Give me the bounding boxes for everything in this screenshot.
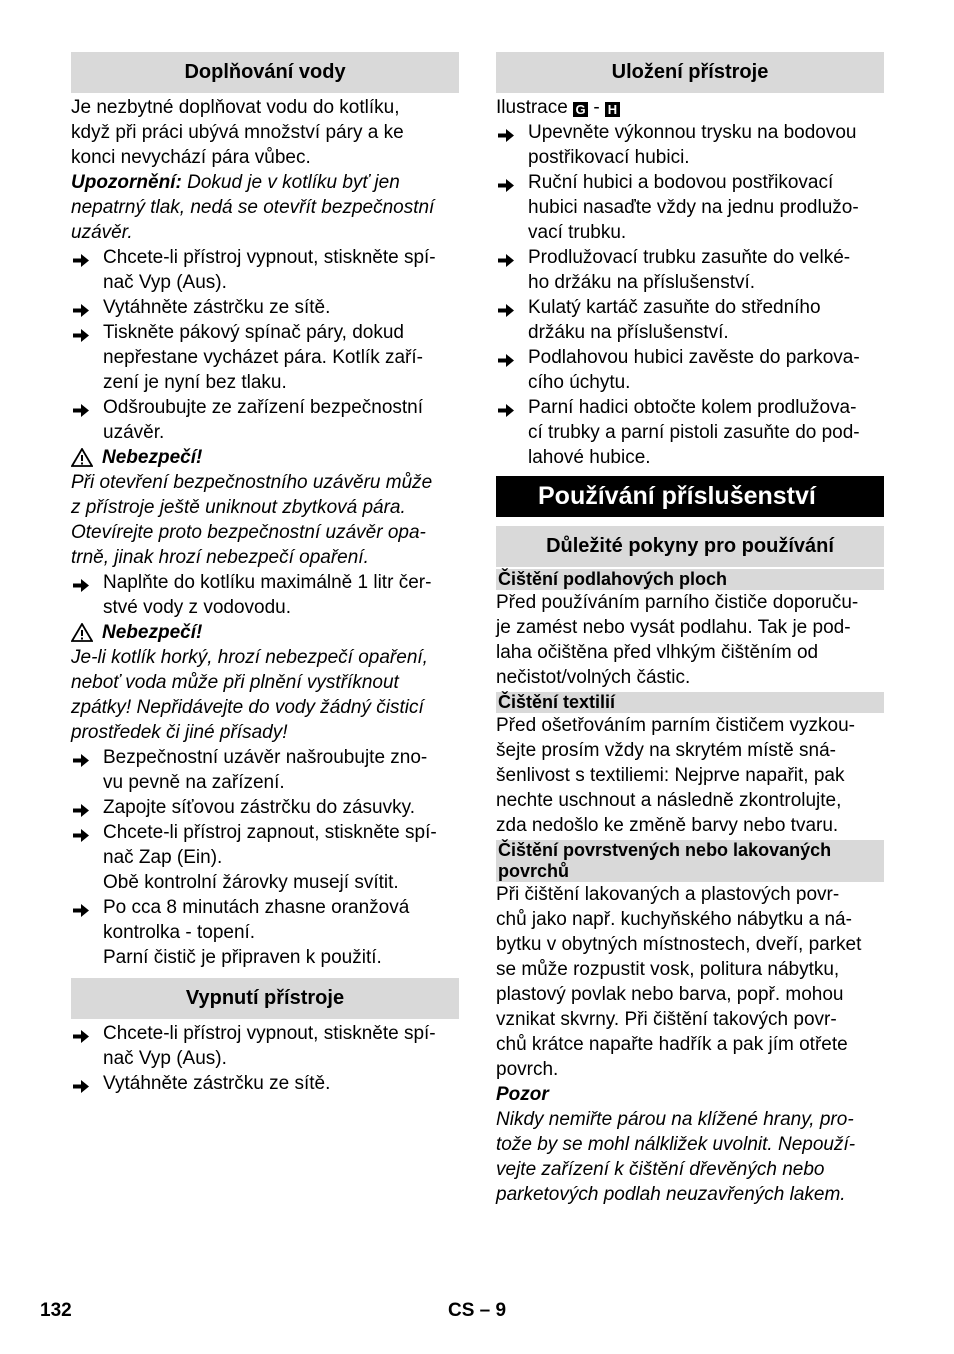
text-line: zda nedošlo ke změně barvy nebo tvaru. (496, 815, 839, 836)
instruction-step (496, 295, 884, 345)
arrow-right-icon (498, 400, 514, 415)
text-line: laha očištěna před vlhkým čištěním od (496, 642, 819, 663)
coated-surfaces-text (496, 882, 884, 1082)
step-text-line: nač Vyp (Aus). (103, 1048, 227, 1069)
illustration-label: Ilustrace (496, 97, 568, 118)
refill-note-rest (71, 195, 459, 245)
arrow-right-icon (498, 350, 514, 365)
step-text-line: kontrolka - topení. (103, 922, 256, 943)
caution-label: Pozor (496, 1084, 549, 1105)
arrow-right-icon (73, 575, 89, 590)
warning-triangle-icon (71, 623, 93, 642)
step-text-line: Naplňte do kotlíku maximálně 1 litr čer- (103, 572, 432, 593)
instruction-step (71, 1071, 459, 1096)
step-text-line: Chcete-li přístroj zapnout, stiskněte spí- (103, 822, 437, 843)
refill-heading: Doplňování vody (71, 52, 459, 93)
floors-text (496, 590, 884, 690)
instruction-step (71, 245, 459, 295)
instruction-step (71, 1021, 459, 1071)
step-text-line: postřikovací hubici. (528, 147, 690, 168)
step-text-line: Ruční hubici a bodovou postřikovací (528, 172, 834, 193)
step-text-line: nač Zap (Ein). (103, 847, 223, 868)
refill-steps-b (71, 570, 459, 620)
text-line: nepatrný tlak, nedá se otevřít bezpečnostní (71, 197, 435, 218)
arrow-right-icon (73, 825, 89, 840)
usage-notes-heading: Důležité pokyny pro používání (496, 526, 884, 567)
arrow-right-icon (73, 300, 89, 315)
text-line: neboť voda může při plnění vystříknout (71, 672, 399, 693)
danger-text-1 (71, 470, 459, 570)
text-line: povrchů (498, 861, 570, 881)
step-text-line: uzávěr. (103, 422, 165, 443)
step-text-line: ho držáku na příslušenství. (528, 272, 756, 293)
figure-g-icon: G (573, 102, 588, 117)
step-text-line: Chcete-li přístroj vypnout, stiskněte spí- (103, 247, 436, 268)
step-text-line: Chcete-li přístroj vypnout, stiskněte spí- (103, 1023, 436, 1044)
danger-text-2 (71, 645, 459, 745)
instruction-step (71, 895, 459, 945)
arrow-right-icon (73, 1026, 89, 1041)
instruction-step (496, 395, 884, 470)
text-line: nečistot/volných částic. (496, 667, 691, 688)
step-text-line: nač Vyp (Aus). (103, 272, 227, 293)
arrow-right-icon (498, 175, 514, 190)
accessories-heading: Používání příslušenství (496, 476, 884, 517)
illustration-reference (496, 95, 884, 120)
text-line: chů jako např. kuchyňského nábytku a ná- (496, 909, 852, 930)
text-line: šejte prosím vždy na skrytém místě sná- (496, 740, 836, 761)
refill-note (71, 170, 459, 195)
floors-heading: Čištění podlahových ploch (496, 569, 884, 590)
note-label: Upozornění: (71, 172, 182, 193)
text-line: Je-li kotlík horký, hrozí nebezpečí opaření, (71, 647, 428, 668)
step-text-line: vu pevně na zařízení. (103, 772, 285, 793)
step-text-line: Upevněte výkonnou trysku na bodovou (528, 122, 857, 143)
page-number: 132 (40, 1300, 72, 1321)
text-line: Při otevření bezpečnostního uzávěru může (71, 472, 433, 493)
instruction-step (496, 120, 884, 170)
switch-off-steps (71, 1021, 459, 1096)
arrow-right-icon (73, 800, 89, 815)
switch-off-heading: Vypnutí přístroje (71, 978, 459, 1019)
text-line: trně, jinak hrozí nebezpečí opaření. (71, 547, 369, 568)
step-text-line: hubici nasaďte vždy na jednu prodlužo- (528, 197, 859, 218)
text-line: Čištění povrstvených nebo lakovaných (498, 840, 832, 860)
instruction-step (71, 570, 459, 620)
figure-h-icon: H (605, 102, 620, 117)
arrow-right-icon (73, 400, 89, 415)
text-line: prostředek či jiné přísady! (71, 722, 288, 743)
arrow-right-icon (498, 125, 514, 140)
step-text-line: Parní hadici obtočte kolem prodlužova- (528, 397, 857, 418)
step-text-line: nepřestane vycházet pára. Kotlík zaří- (103, 347, 423, 368)
text-line: Je nezbytné doplňovat vodu do kotlíku, (71, 97, 400, 118)
step-text-line: Bezpečnostní uzávěr našroubujte zno- (103, 747, 428, 768)
instruction-step (71, 295, 459, 320)
step-text-line: Odšroubujte ze zařízení bezpečnostní (103, 397, 424, 418)
arrow-right-icon (498, 300, 514, 315)
step-text-line: Kulatý kartáč zasuňte do středního (528, 297, 821, 318)
step-text-line: Zapojte síťovou zástrčku do zásuvky. (103, 797, 415, 818)
caution-text (496, 1107, 884, 1207)
text-line: konci nevychází pára vůbec. (71, 147, 311, 168)
text-line: šenlivost s textiliemi: Nejprve napařit, pak (496, 765, 845, 786)
text-line: Otevírejte proto bezpečnostní uzávěr opa- (71, 522, 426, 543)
instruction-step (71, 395, 459, 445)
step-text-line: Podlahovou hubici zavěste do parkova- (528, 347, 860, 368)
section-page-label: CS – 9 (448, 1300, 507, 1321)
step-text-line: zení je nyní bez tlaku. (103, 372, 287, 393)
text-line: Nikdy nemiřte párou na klížené hrany, pro- (496, 1109, 854, 1130)
note-text: Dokud je v kotlíku byť jen (181, 172, 400, 193)
step-text-line: Vytáhněte zástrčku ze sítě. (103, 1073, 331, 1094)
instruction-step (496, 170, 884, 245)
instruction-step (496, 345, 884, 395)
step-text-line: cí trubky a parní pistoli zasuňte do pod- (528, 422, 860, 443)
text-line: vejte zařízení k čištění dřevěných nebo (496, 1159, 825, 1180)
step-text-line: cího úchytu. (528, 372, 631, 393)
right-column (496, 52, 884, 1207)
step-text-line: Po cca 8 minutách zhasne oranžová (103, 897, 410, 918)
text-line: vznikat skvrny. Při čištění takových povr- (496, 1009, 837, 1030)
step-text-line: stvé vody z vodovodu. (103, 597, 291, 618)
step-result: Obě kontrolní žárovky musejí svítit. (103, 872, 399, 893)
danger-label: Nebezpečí! (102, 622, 203, 643)
text-line: z přístroje ještě uniknout zbytková pára. (71, 497, 406, 518)
step-text-line: Tiskněte pákový spínač páry, dokud (103, 322, 404, 343)
text-line: nechte uschnout a následně zkontrolujte, (496, 790, 842, 811)
text-line: uzávěr. (71, 222, 133, 243)
instruction-step (71, 320, 459, 395)
danger-warning-2 (71, 620, 459, 645)
refill-steps-d (71, 895, 459, 945)
text-line: plastový povlak nebo barva, popř. mohou (496, 984, 844, 1005)
step-text-line: Prodlužovací trubku zasuňte do velké- (528, 247, 851, 268)
left-column (71, 52, 459, 1096)
refill-intro (71, 95, 459, 170)
textiles-heading: Čištění textilií (496, 692, 884, 713)
instruction-step (71, 795, 459, 820)
instruction-step (71, 745, 459, 795)
text-line: je zamést nebo vysát podlahu. Tak je pod- (496, 617, 851, 638)
step-text-line: vací trubku. (528, 222, 627, 243)
instruction-step (496, 245, 884, 295)
text-line: bytku v obytných místnostech, dveří, parket (496, 934, 862, 955)
arrow-right-icon (73, 1076, 89, 1091)
text-line: když při práci ubývá množství páry a ke (71, 122, 404, 143)
text-line: Před používáním parního čističe doporuču- (496, 592, 859, 613)
danger-label: Nebezpečí! (102, 447, 203, 468)
text-line: Při čištění lakovaných a plastových povr- (496, 884, 840, 905)
text-line: povrch. (496, 1059, 559, 1080)
danger-warning-1 (71, 445, 459, 470)
text-line: parketových podlah neuzavřených lakem. (496, 1184, 846, 1205)
textiles-text (496, 713, 884, 838)
storage-heading: Uložení přístroje (496, 52, 884, 93)
coated-surfaces-heading (496, 840, 884, 882)
text-line: se může rozpustit vosk, politura nábytku, (496, 959, 840, 980)
step-text-line: lahové hubice. (528, 447, 651, 468)
arrow-right-icon (73, 325, 89, 340)
step-text-line: držáku na příslušenství. (528, 322, 729, 343)
arrow-right-icon (73, 750, 89, 765)
step-text-line: Vytáhněte zástrčku ze sítě. (103, 297, 331, 318)
instruction-step (71, 820, 459, 870)
arrow-right-icon (73, 250, 89, 265)
refill-steps-a (71, 245, 459, 445)
refill-steps-c (71, 745, 459, 870)
text-line: tože by se mohl nálkližek uvolnit. Nepouží- (496, 1134, 856, 1155)
warning-triangle-icon (71, 448, 93, 467)
arrow-right-icon (498, 250, 514, 265)
storage-steps (496, 120, 884, 470)
arrow-right-icon (73, 900, 89, 915)
step-result: Parní čistič je připraven k použití. (103, 947, 382, 968)
text-line: Před ošetřováním parním čističem vyzkou- (496, 715, 856, 736)
text-line: zpátky! Nepřidávejte do vody žádný čisticí (71, 697, 424, 718)
text-line: chů krátce napařte hadřík a pak jím otřete (496, 1034, 848, 1055)
illustration-separator: - (593, 97, 600, 118)
